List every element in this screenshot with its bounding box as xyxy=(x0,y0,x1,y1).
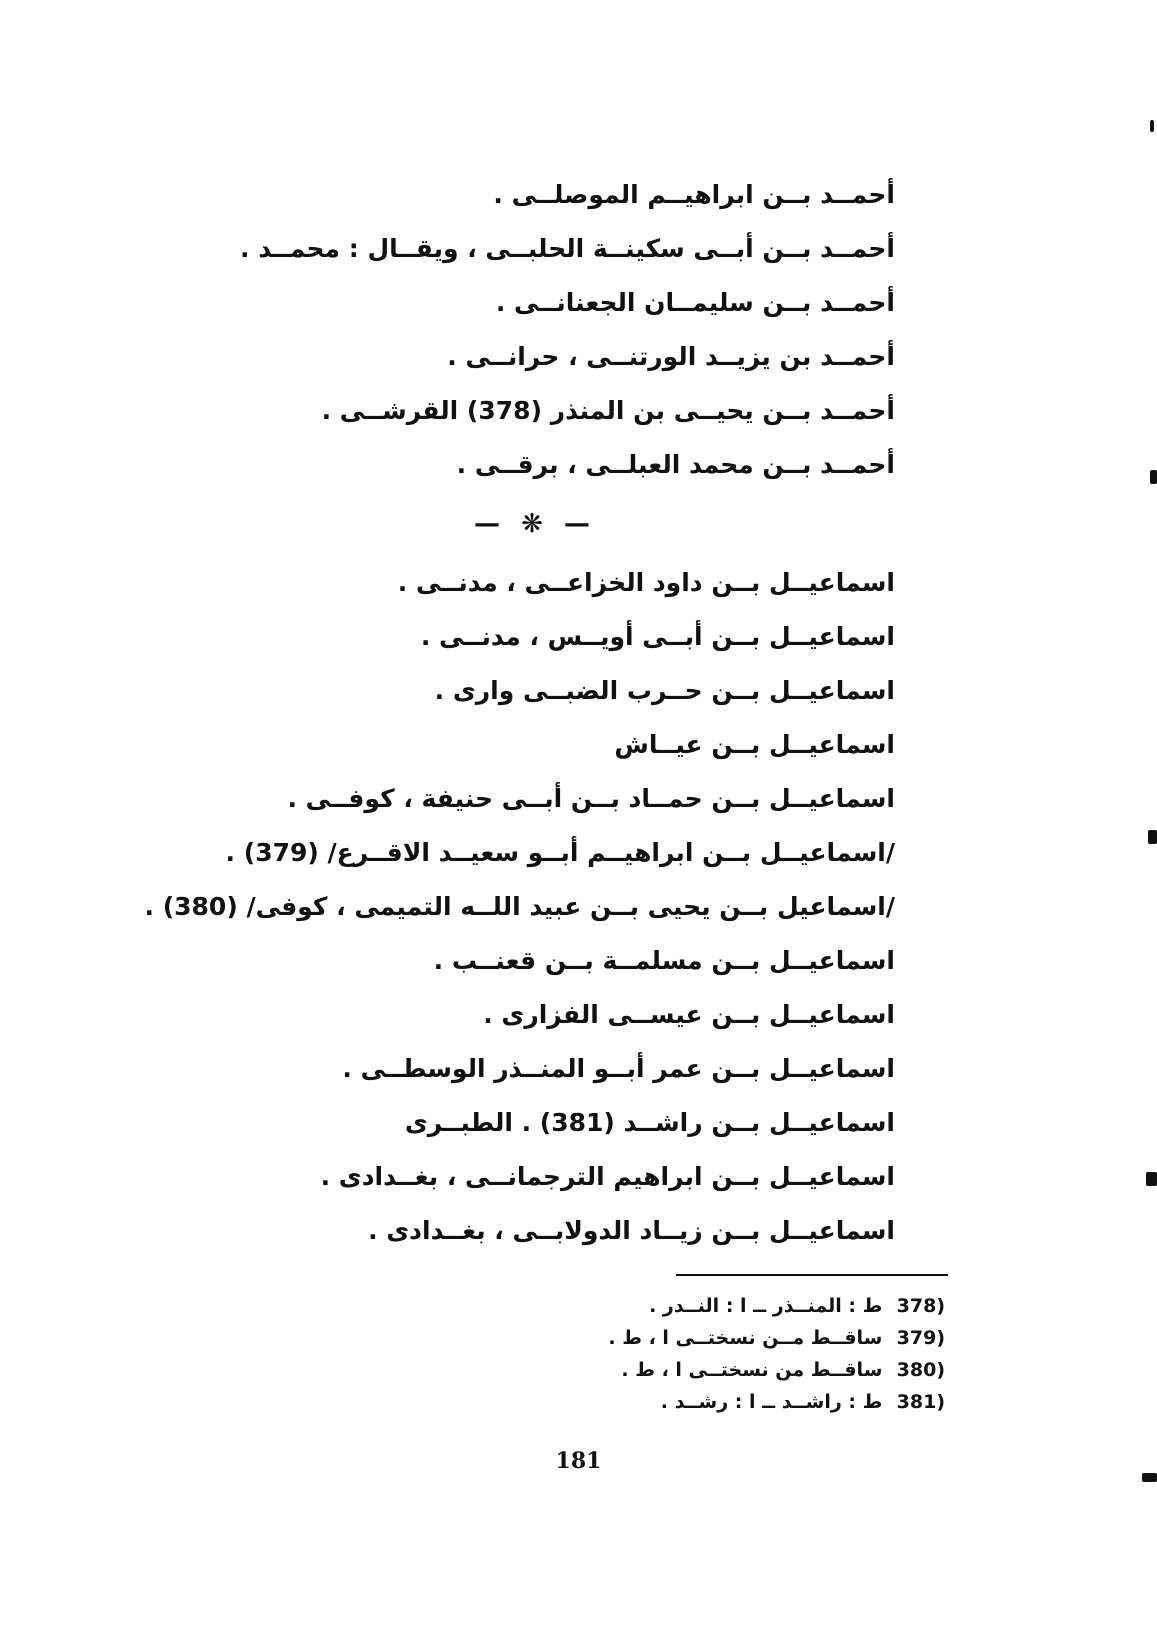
entry-line: اسماعيــل بــن عمر أبــو المنــذر الوسطــى . xyxy=(342,1054,895,1083)
footnote-number: (378 xyxy=(896,1295,945,1317)
entry-line: اسماعيــل بــن أبــى أويــس ، مدنــى . xyxy=(420,622,895,651)
entry-line: اسماعيــل بــن حــرب الضبــى وارى . xyxy=(434,676,895,705)
footnote xyxy=(525,1322,945,1354)
entry-line: أحمــد بــن يحيــى بن المنذر (378) القرشــى . xyxy=(321,396,895,425)
entry-line: اسماعيــل بــن داود الخزاعــى ، مدنــى . xyxy=(397,568,895,597)
entries-list xyxy=(144,168,895,1258)
entry-line: أحمــد بــن ابراهيــم الموصلــى . xyxy=(493,180,895,209)
scan-edge-mark xyxy=(1148,830,1157,844)
entry-line: اسماعيــل بــن عيــاش xyxy=(614,730,895,759)
scan-edge-mark xyxy=(1150,120,1154,132)
footnote-text: ط : راشــد ــ ا : رشــد . xyxy=(660,1391,883,1413)
entry-line: اسماعيــل بــن حمــاد بــن أبــى حنيفة ، كوفــى . xyxy=(287,784,895,813)
entry-line: اسماعيــل بــن عيســى الفزارى . xyxy=(483,1000,895,1029)
scan-edge-mark xyxy=(1150,470,1157,484)
footnote xyxy=(525,1386,945,1418)
footnote-text: ساقــط مــن نسختــى ا ، ط . xyxy=(608,1327,883,1349)
scan-edge-mark xyxy=(1142,1473,1157,1482)
entry-line: اسماعيــل بــن زيــاد الدولابــى ، بغــدادى . xyxy=(368,1216,895,1245)
footnote-text: ساقــط من نسختــى ا ، ط . xyxy=(621,1359,883,1381)
entry-line: أحمــد بــن سليمــان الجعنانــى . xyxy=(495,288,895,317)
entry-line: أحمــد بــن أبــى سكينــة الحلبــى ، ويقــال : محمــد . xyxy=(240,234,895,263)
footnote-number: (379 xyxy=(896,1327,945,1349)
section-separator: — ❋ — xyxy=(474,509,596,539)
footnote xyxy=(525,1290,945,1322)
entry-line: /اسماعيــل بــن ابراهيــم أبــو سعيــد الاقــرع/ (379) . xyxy=(225,838,895,867)
entry-line: اسماعيــل بــن مسلمــة بــن قعنــب . xyxy=(433,946,895,975)
entry-line: أحمــد بن يزيــد الورتنــى ، حرانــى . xyxy=(447,342,895,371)
footnote-divider xyxy=(676,1274,948,1276)
footnote-text: ط : المنــذر ــ ا : النــدر . xyxy=(649,1295,883,1317)
footnote-number: (381 xyxy=(896,1391,945,1413)
page-number: 181 xyxy=(555,1448,602,1474)
entry-line: اسماعيــل بــن راشــد (381) . الطبــرى xyxy=(404,1108,895,1137)
entry-line: أحمــد بــن محمد العبلــى ، برقــى . xyxy=(456,450,895,479)
scan-edge-mark xyxy=(1146,1172,1157,1186)
entry-line: اسماعيــل بــن ابراهيم الترجمانــى ، بغــدادى . xyxy=(320,1162,895,1191)
footnote-number: (380 xyxy=(896,1359,945,1381)
footnote xyxy=(525,1354,945,1386)
footnotes xyxy=(525,1290,945,1418)
entry-line: /اسماعيل بــن يحيى بــن عبيد اللــه التميمى ، كوفى/ (380) . xyxy=(144,892,895,921)
